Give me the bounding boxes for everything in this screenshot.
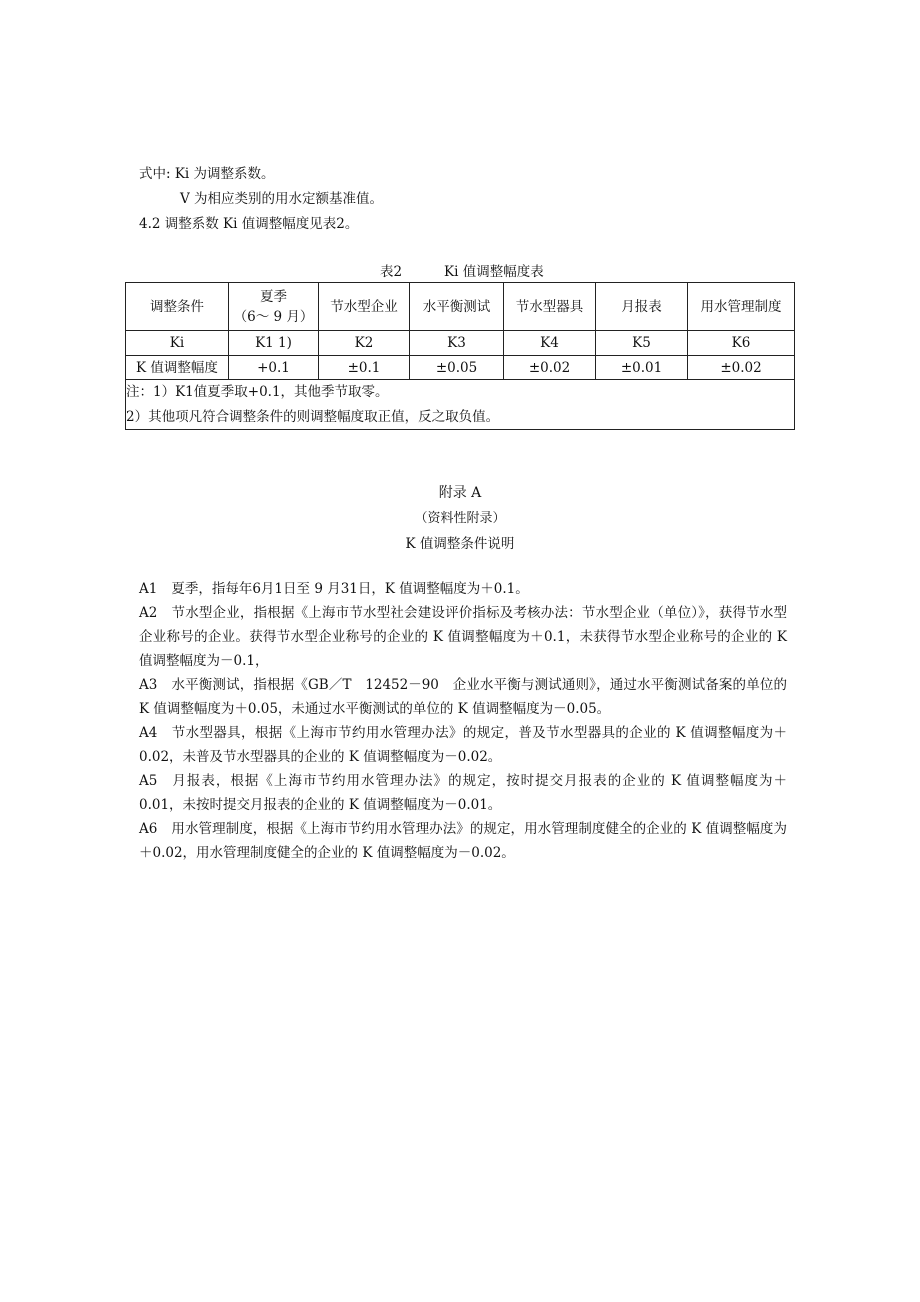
item-label: A1 (139, 581, 158, 597)
value-row-label: K 值调整幅度 (126, 356, 229, 380)
header-summer-months: （6～ 9 月） (233, 308, 314, 325)
table-note-row-1 (126, 380, 795, 405)
header-water-management-system: 用水管理制度 (688, 283, 795, 331)
value-cell-6: ±0.02 (688, 356, 795, 380)
appendix-item-a4 (139, 721, 787, 769)
item-text: 月报表，根据《上海市节约用水管理办法》的规定，按时提交月报表的企业的 K 值调整幅度为＋0.01，未按时提交月报表的企业的 K 值调整幅度为－0.01。 (139, 773, 787, 813)
item-label: A2 (139, 605, 158, 621)
header-adjust-condition: 调整条件 (126, 283, 229, 331)
item-text: 水平衡测试，指根据《GB／T 12452－90 企业水平衡与测试通则》，通过水平衡测试备案的单位的 K 值调整幅度为＋0.05，未通过水平衡测试的单位的 K 值调整幅度为－0.05。 (139, 677, 787, 717)
item-label: A5 (139, 773, 158, 789)
appendix-item-a6 (139, 817, 787, 865)
appendix-subtitle: （资料性附录） (414, 511, 506, 526)
appendix-heading: K 值调整条件说明 (405, 536, 515, 552)
header-water-saving-appliance: 节水型器具 (504, 283, 596, 331)
header-summer-label: 夏季 (260, 288, 287, 305)
value-cell-3: ±0.05 (410, 356, 504, 380)
k-cell-1: K1 1) (229, 331, 319, 356)
item-label: A4 (139, 725, 158, 741)
table-caption-number: 表2 (380, 264, 403, 280)
item-text: 节水型企业，指根据《上海市节水型社会建设评价指标及考核办法：节水型企业（单位）》，获得节水型企业称号的企业。获得节水型企业称号的企业的 K 值调整幅度为＋0.1，未获得节水型企业称号的企业的 K 值调整幅度为－0.1， (139, 605, 787, 669)
appendix-item-a5 (139, 769, 787, 817)
intro-line-2: V 为相应类别的用水定额基准值。 (180, 191, 384, 207)
k-adjustment-table (125, 282, 795, 430)
appendix-title: 附录 A (438, 485, 482, 501)
appendix-items (139, 577, 787, 865)
table-note-row-2 (126, 405, 795, 430)
table-value-row (126, 356, 795, 380)
item-text: 夏季，指每年6月1日至 9 月31日，K 值调整幅度为＋0.1。 (171, 581, 529, 597)
appendix-item-a3 (139, 673, 787, 721)
header-water-saving-enterprise: 节水型企业 (319, 283, 410, 331)
value-cell-4: ±0.02 (504, 356, 596, 380)
header-summer (229, 283, 319, 331)
item-text: 用水管理制度，根据《上海市节约用水管理办法》的规定，用水管理制度健全的企业的 K 值调整幅度为＋0.02，用水管理制度健全的企业的 K 值调整幅度为－0.02。 (139, 821, 787, 861)
k-cell-5: K5 (596, 331, 688, 356)
value-cell-5: ±0.01 (596, 356, 688, 380)
table-k-row (126, 331, 795, 356)
item-label: A3 (139, 677, 158, 693)
intro-line-1: 式中: Ki 为调整系数。 (139, 166, 275, 182)
value-cell-1: +0.1 (229, 356, 319, 380)
appendix-item-a2 (139, 601, 787, 673)
table-header-row (126, 283, 795, 331)
header-monthly-report: 月报表 (596, 283, 688, 331)
table-caption-title: Ki 值调整幅度表 (444, 264, 544, 280)
k-cell-2: K2 (319, 331, 410, 356)
intro-line-3: 4.2 调整系数 Ki 值调整幅度见表2。 (139, 216, 359, 232)
table-note-1: 注：1）K1值夏季取+0.1，其他季节取零。 (126, 380, 795, 405)
appendix-item-a1 (139, 577, 787, 601)
value-cell-2: ±0.1 (319, 356, 410, 380)
item-label: A6 (139, 821, 158, 837)
header-water-balance-test: 水平衡测试 (410, 283, 504, 331)
k-cell-6: K6 (688, 331, 795, 356)
k-cell-0: Ki (126, 331, 229, 356)
table-note-2: 2）其他项凡符合调整条件的则调整幅度取正值，反之取负值。 (126, 405, 795, 430)
k-cell-4: K4 (504, 331, 596, 356)
item-text: 节水型器具，根据《上海市节约用水管理办法》的规定，普及节水型器具的企业的 K 值调整幅度为＋0.02，未普及节水型器具的企业的 K 值调整幅度为－0.02。 (139, 725, 787, 765)
k-cell-3: K3 (410, 331, 504, 356)
